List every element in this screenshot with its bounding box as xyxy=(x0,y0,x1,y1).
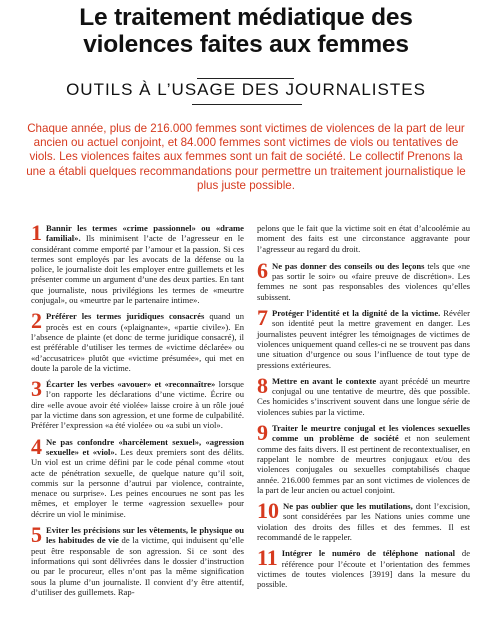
item-heading: Eviter les précisions sur les vêtements, le physique ou les habitudes de vie xyxy=(46,525,244,546)
item-number: 7 xyxy=(257,305,268,331)
page-title xyxy=(0,4,492,58)
item-number: 4 xyxy=(31,433,42,459)
recommendation-item xyxy=(257,545,471,590)
item-number: 1 xyxy=(31,220,42,245)
item-body: quand un procès est en cours («plaignante», «partie civile»). En l’absence de plainte (et donc de terme juridique consacré), il est préférable d’utiliser les termes de «victime déclarée» ou «d’accusatrice» plutôt que «victime présumée», qui met en doute la parole de la victime. xyxy=(31,311,244,373)
recommendation-item xyxy=(257,420,470,495)
item-body: dont l’excision, sont considérées par les Nations unies comme une violation des droits des filles et des femmes. Il est recommandé de le rappeler. xyxy=(257,501,470,543)
item-body: lorsque l’on rapporte les déclarations d’une victime. Écrire ou dire «elle avoue avoir été violée» laisse croire à un rôle joué par la victime dans son agression, et une forme de culpabilité. Préférer l’expression «a été violée» ou «a subi un viol». xyxy=(31,379,244,431)
item-body: de référence pour l’écoute et l’orientation des femmes victimes de toutes violences [3919] dans la mesure du possible. xyxy=(257,548,471,590)
intro-paragraph: Chaque année, plus de 216.000 femmes sont victimes de violences de la part de leur ancien ou actuel conjoint, et 84.000 femmes sont victimes de viols ou tentatives de viols. Les violences faites aux femmes sont un fait de société. Le collectif Prenons la une a établi quelques recommandations pour permettre un traitement journalistique le plus juste possible. xyxy=(26,122,466,192)
recommendation-item xyxy=(257,498,470,543)
item-number: 11 xyxy=(257,545,278,571)
item-5-continuation: pelons que le fait que la victime soit en état d’alcoolémie au moment des faits est une circonstance aggravante pour l’agresseur au regard du droit. xyxy=(257,223,470,254)
item-heading: Intégrer le numéro de téléphone national xyxy=(281,548,456,559)
item-heading: Ne pas donner des conseils ou des leçons xyxy=(272,260,425,271)
item-body: de la victime, qui induisent qu’elle peut être responsable de son agression. Si ce sont des informations qui sont délivrées dans le dossier d’instruction ou par le procureur, elles n’ont pas la même signification sous la plume d’un journaliste. Il convient d’y être attentif, d’utiliser des guillemets. Rap- xyxy=(31,535,244,597)
column-left xyxy=(31,220,244,603)
item-heading: Écarter les verbes «avouer» et «reconnaître» xyxy=(46,379,216,390)
item-number: 3 xyxy=(31,376,42,402)
title-line-1: Le traitement médiatique des xyxy=(79,4,413,31)
divider-bottom xyxy=(192,104,302,105)
recommendation-item xyxy=(31,522,244,597)
item-body: tels que «ne pas sortir le soir» ou «faire preuve de discrétion». Les femmes ne sont pas responsables des violences qu’elles subissent. xyxy=(257,260,470,302)
recommendation-item xyxy=(257,305,470,370)
recommendation-item xyxy=(31,376,244,431)
item-number: 6 xyxy=(257,257,268,283)
recommendation-item xyxy=(257,372,470,417)
item-body: et non seulement comme des faits divers. Il est pertinent de recontextualiser, en rappelant le nombre de meurtres conjugaux et/ou des violences conjugales ou sexuelles comptabilisés chaque année. 216.000 femmes par an sont victimes de violences de la part de leur ancien ou actuel conjoint. xyxy=(257,433,470,495)
item-body: Ils minimisent l’acte de l’agresseur en le considérant comme emporté par l’amour et la passion. Si ces termes sont employés par les avocats de la défense ou la police, le journaliste doit les employer entre guillemets et les présenter comme un argument d’une des deux parties. En tant que journaliste, nous privilégions les termes de «meurtre conjugal», ou «meurtre par le partenaire intime». xyxy=(31,233,244,306)
column-right xyxy=(257,223,470,596)
divider-top xyxy=(197,78,294,79)
item-heading: Préférer les termes juridiques consacrés xyxy=(46,311,205,322)
item-number: 8 xyxy=(257,372,268,398)
item-number: 9 xyxy=(257,420,268,446)
page-subtitle: OUTILS À L’USAGE DES JOURNALISTES xyxy=(66,80,426,99)
item-heading: Protéger l’identité et la dignité de la victime. xyxy=(272,308,441,319)
item-body: Les deux premiers sont des délits. Un viol est un crime défini par le code pénal comme «tout acte de pénétration sexuelle, de quelque nature qu’il soit, commis sur la personne d’autrui par violence, contrainte, menace ou surprise». Les peines encourues ne sont pas les mêmes, et employer le terme «agression sexuelle» pour décrire un viol le minimise. xyxy=(31,446,244,519)
recommendation-item xyxy=(31,308,244,373)
item-number: 10 xyxy=(257,498,279,524)
recommendation-item xyxy=(31,220,244,306)
item-body: ayant précédé un meurtre conjugal ou une tentative de meurtre, dès que possible. Ces homicides s’inscrivent souvent dans une longue série de violences subies par la victime. xyxy=(257,375,470,417)
item-body: Révéler son identité peut la mettre gravement en danger. Les journalistes peuvent intégrer les témoignages de victimes de violences uniquement quand celles-ci ne se trouvent pas dans une situation d’urgence ou sous l’influence de tout type de pressions extérieures. xyxy=(257,308,470,370)
item-heading: Traiter le meurtre conjugal et les violences sexuelles comme un problème de société xyxy=(272,423,470,444)
recommendation-item xyxy=(31,433,244,519)
item-heading: Bannir les termes «crime passionnel» ou «drame familial». xyxy=(46,223,244,244)
item-heading: Ne pas oublier que les mutilations, xyxy=(283,501,413,512)
item-number: 5 xyxy=(31,522,42,548)
item-heading: Mettre en avant le contexte xyxy=(272,375,377,386)
title-line-2: violences faites aux femmes xyxy=(83,31,409,58)
recommendation-item xyxy=(257,257,470,302)
item-heading: Ne pas confondre «harcèlement sexuel», «agression sexuelle» et «viol». xyxy=(46,436,244,457)
item-number: 2 xyxy=(31,308,42,334)
